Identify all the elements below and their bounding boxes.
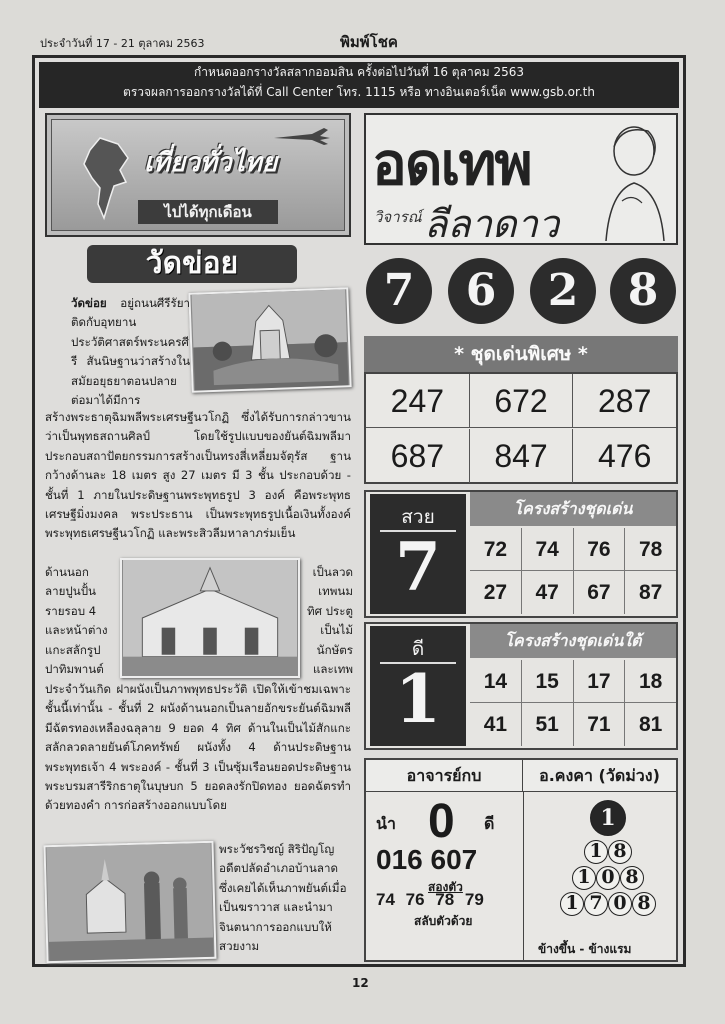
structure-number: 51 xyxy=(522,703,574,746)
wrap-left-3: รายรอบ 4 xyxy=(45,603,97,618)
section-1-number: 7 xyxy=(395,528,441,606)
structure-section-2 xyxy=(364,622,678,750)
page-header xyxy=(40,30,685,52)
page-number: 12 xyxy=(352,976,369,990)
structure-number: 81 xyxy=(638,713,663,736)
section-2-heading: โครงสร้างชุดเด่นใต้ xyxy=(470,624,676,658)
structure-number: 47 xyxy=(522,571,574,614)
pyramid-cell: 8 xyxy=(608,840,632,864)
wrap-left-6: ปาทิมพานต์ xyxy=(45,662,104,677)
section-2-row xyxy=(470,703,676,746)
predictions-box xyxy=(364,758,678,962)
section-1-row xyxy=(470,528,676,571)
wrap-right-1: เป็นลวด xyxy=(312,565,353,579)
temple-article xyxy=(45,294,351,410)
structure-number: 72 xyxy=(470,528,522,570)
pyramid-cell: 1 xyxy=(590,800,626,836)
structure-number: 74 xyxy=(522,528,574,570)
promo-title: เที่ยวทั่วไทย xyxy=(144,148,278,178)
logo-main-text: อดเทพ xyxy=(372,130,531,198)
pyramid-cell: 1 xyxy=(572,866,596,890)
article-body-2 xyxy=(45,680,351,816)
article-para-1b: สร้างพระธาตุฉิมพลีพระเศรษฐีนวโกฏิ ซึ่งได้รับการกล่าวขานว่าเป็นพุทธสถานศิลป์ โดยใช้รูปแบบของยันต์ฉิมพลีมาประกอบสถาปัตยกรรมการสร้างเป็นทรงสี่เหลี่ยมจัตุรัส ฐานกว้างด้านละ 18 เมตร สูง 27 เมตร มี 3 ชั้น ประกอบด้วย - ชั้นที่ 1 ภายในประดิษฐานพระพุทธรูป 3 องค์ คือพระพุทธเศรษฐีมิ่งมงคล พระประธาน เป็นพระพุทธรูปเนื้อเงินทั้งองค์ พระพุทธเศรษฐีนวโกฏิ และพระสิวลีมหาลาภร่มเย็น xyxy=(45,410,351,541)
structure-number: 78 xyxy=(638,538,663,561)
banner-line-2: ตรวจผลการออกรางวัลได้ที่ Call Center โทร. 1115 หรือ ทางอินเตอร์เน็ต www.gsb.or.th xyxy=(123,85,595,99)
article-para-1a xyxy=(45,294,190,410)
section-1-heading: โครงสร้างชุดเด่น xyxy=(470,492,676,526)
temple-image-2 xyxy=(122,560,298,676)
section-2-row xyxy=(470,660,676,703)
brand-title: พิมพ์โชค xyxy=(340,33,398,51)
wrap-right-4: เป็นไม้ xyxy=(320,623,353,638)
teacher-kob-heading: อาจารย์กบ xyxy=(366,760,523,792)
closing-line-2: อดีตปลัดอำเภอบ้านลาด xyxy=(219,861,338,876)
article-lead: วัดข่อย xyxy=(71,296,107,310)
structure-number: 17 xyxy=(574,660,626,702)
article-wrap-left xyxy=(45,563,120,679)
special-number: 247 xyxy=(366,374,470,427)
promo-inner xyxy=(51,119,345,231)
closing-line-5: จินตนาการออกแบบให้ xyxy=(219,919,332,934)
structure-number: 18 xyxy=(638,670,663,693)
wrap-right-6: และเทพ xyxy=(312,662,353,677)
logo-sub-label: วิจารณ์ xyxy=(374,208,422,226)
pyramid-cell: 8 xyxy=(632,892,656,916)
wrap-left-4: และหน้าต่าง xyxy=(45,623,108,638)
good-label: ดี xyxy=(484,814,495,833)
logo-box xyxy=(364,113,678,245)
pyramid-cell: 0 xyxy=(608,892,632,916)
issue-date: ประจำวันที่ 17 - 21 ตุลาคม 2563 xyxy=(40,37,205,50)
special-number: 847 xyxy=(470,429,574,483)
lucky-digit: 6 xyxy=(448,258,514,324)
structure-number: 71 xyxy=(574,703,626,746)
temple-image-3 xyxy=(46,843,215,961)
prediction-numbers: 016 607 xyxy=(376,844,478,875)
pyramid-caption: ข้างขึ้น - ข้างแรม xyxy=(538,942,632,956)
pyramid-cell: 8 xyxy=(620,866,644,890)
article-para-3: ประจำวันเกิด ฝาผนังเป็นภาพพุทธประวัติ เปิดให้เข้าชมเฉพาะชั้นนี้เท่านั้น - ชั้นที่ 2 ผนังด้านนอกเป็นลายอักขระยันต์ฉิมพลี มีฉัตรทองเหลืองฉลุลาย 9 ยอด 4 ทิศ ด้านในเป็นไม้สักแกะสลักลวดลายยันต์โภคทรัพย์ ผนังทั้ง 4 ด้านประดิษฐานพระพุทธเจ้า 4 พระองค์ - ชั้นที่ 3 เป็นซุ้มเรือนยอดประดิษฐานพระบรมสารีริกธาตุในบุษบก 5 ยอดลงรักปิดทอง ยอดฉัตรทำด้วยทองคำ การก่อสร้างออกแบบโดย xyxy=(45,682,351,813)
section-1-label: สวย xyxy=(401,506,435,528)
article-para-1a-text: อยู่ถนนศีรีรัยา ติดกับอุทยานประวัติศาสตร์พระนครศีรี สันนิษฐานว่าสร้างในสมัยอยุธยาตอนปลาย ต่อมาได้มีการ xyxy=(71,296,190,408)
swap-note: สลับตัวด้วย xyxy=(414,914,473,928)
lucky-digit: 2 xyxy=(530,258,596,324)
logo-script-text: ลีลาดาว xyxy=(424,202,560,246)
promo-subtitle: ไปได้ทุกเดือน xyxy=(138,200,278,224)
lucky-digits-row xyxy=(364,252,678,330)
closing-line-6: สวยงาม xyxy=(219,939,260,954)
section-1-badge xyxy=(370,494,466,614)
teacher-khongkha-heading: อ.คงคา (วัดม่วง) xyxy=(523,760,676,792)
structure-number: 27 xyxy=(470,571,522,614)
wrap-left-1: ด้านนอก xyxy=(45,565,89,579)
structure-number: 87 xyxy=(638,581,663,604)
article-body-1 xyxy=(45,408,351,544)
pyramid-cell: 1 xyxy=(584,840,608,864)
number-pyramid xyxy=(538,800,678,912)
structure-number: 15 xyxy=(522,660,574,702)
special-set-grid xyxy=(364,372,678,484)
article-closing xyxy=(219,840,353,956)
lucky-digit: 8 xyxy=(610,258,676,324)
structure-number: 67 xyxy=(574,571,626,614)
structure-number: 14 xyxy=(470,660,522,702)
temple-title: วัดข่อย xyxy=(87,245,297,283)
banner-line-1: กำหนดออกรางวัลสลากออมสิน ครั้งต่อไปวันที่ 16 ตุลาคม 2563 xyxy=(194,65,524,79)
wrap-right-3: ทิศ ประตู xyxy=(306,603,353,618)
section-2-badge xyxy=(370,626,466,746)
section-2-label: ดี xyxy=(411,638,425,660)
closing-line-3: ซึ่งเคยได้เห็นภาพยันต์เมื่อ xyxy=(219,880,347,895)
pyramid-cell: 1 xyxy=(560,892,584,916)
special-row xyxy=(366,429,676,483)
airplane-icon xyxy=(272,126,332,146)
special-number: 287 xyxy=(597,383,652,419)
structure-number: 76 xyxy=(574,528,626,570)
special-number: 672 xyxy=(470,374,574,427)
temple-photo-facade xyxy=(120,558,300,678)
section-1-grid xyxy=(470,528,676,614)
content-frame xyxy=(32,55,686,967)
special-number: 476 xyxy=(597,438,652,474)
woman-illustration-icon xyxy=(592,121,676,243)
structure-number: 41 xyxy=(470,703,522,746)
two-digit-label: สองตัว xyxy=(428,880,463,894)
special-number: 687 xyxy=(366,429,470,483)
thailand-map-icon xyxy=(70,134,140,224)
temple-title-box xyxy=(45,245,351,287)
wrap-left-5: แกะสลักรูป xyxy=(45,642,101,657)
lucky-digit: 7 xyxy=(366,258,432,324)
closing-line-4: เป็นฆราวาส และนำมา xyxy=(219,900,333,915)
lead-digit: 0 xyxy=(428,795,455,848)
gsb-banner xyxy=(39,62,679,108)
pyramid-cell: 7 xyxy=(584,892,608,916)
article-wrap-right xyxy=(303,563,353,679)
wrap-right-2: เทพนม xyxy=(318,584,353,599)
structure-section-1 xyxy=(364,490,678,618)
wrap-left-2: ลายปูนปั้น xyxy=(45,584,96,599)
wrap-right-5: นักษัตร xyxy=(316,642,353,657)
lead-label: นำ xyxy=(376,814,396,833)
special-set-heading: * ชุดเด่นพิเศษ * xyxy=(364,336,678,372)
special-row xyxy=(366,374,676,428)
travel-promo xyxy=(45,113,351,237)
two-digit-numbers: 74 76 78 79 xyxy=(376,890,484,909)
closing-line-1: พระวัชรวิชญ์ สิริปัญโญ xyxy=(219,842,335,856)
section-2-grid xyxy=(470,660,676,746)
pyramid-cell: 0 xyxy=(596,866,620,890)
temple-photo-statues xyxy=(43,841,216,963)
section-2-number: 1 xyxy=(395,660,441,738)
section-1-row xyxy=(470,571,676,614)
column-divider xyxy=(523,792,524,960)
